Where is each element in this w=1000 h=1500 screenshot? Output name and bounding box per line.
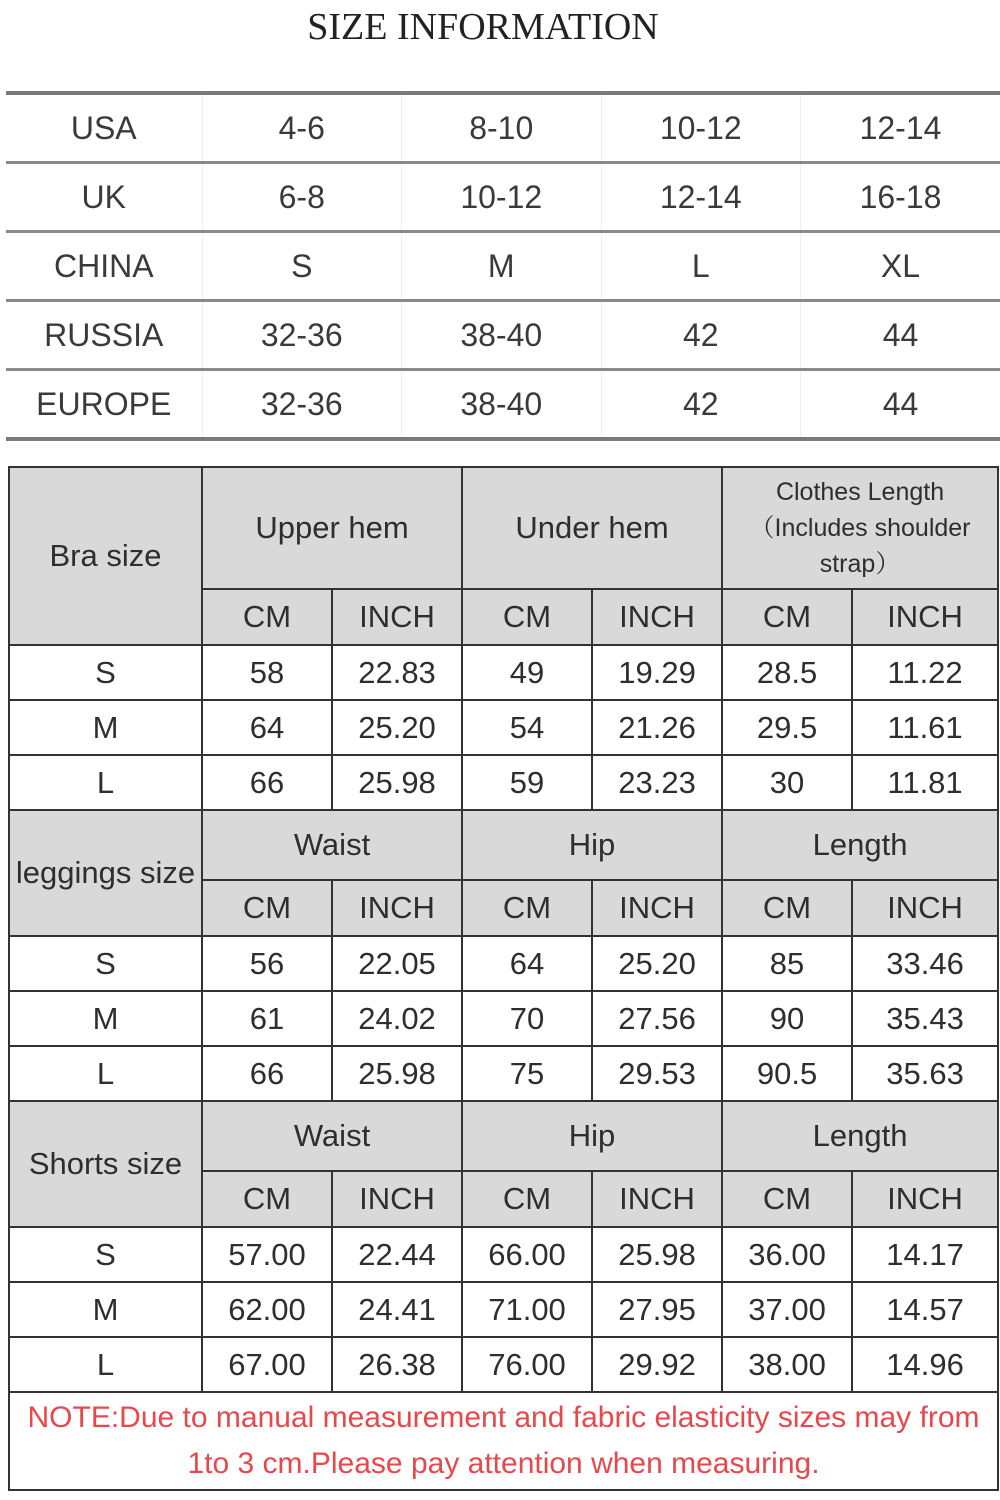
measurement-cell: 64 [462, 936, 592, 991]
measurement-cell: 22.44 [332, 1227, 462, 1282]
unit-inch-header: INCH [332, 589, 462, 645]
shorts-group-header: Hip [462, 1101, 722, 1171]
size-cell: 6-8 [202, 163, 402, 232]
measurement-table [8, 466, 999, 1491]
leggings-group-header: Length [722, 810, 998, 880]
conversion-row-usa [6, 93, 1000, 163]
conversion-row-europe [6, 370, 1000, 440]
size-cell: 42 [601, 370, 801, 440]
measurement-cell: 21.26 [592, 700, 722, 755]
measurement-cell: 29.92 [592, 1337, 722, 1392]
bra-size-label: Bra size [9, 467, 202, 645]
unit-cm-header: CM [202, 589, 332, 645]
measurement-cell: 22.83 [332, 645, 462, 700]
measurement-cell: 22.05 [332, 936, 462, 991]
measurement-cell: 25.98 [592, 1227, 722, 1282]
measurement-cell: 90.5 [722, 1046, 852, 1101]
measurement-cell: 24.41 [332, 1282, 462, 1337]
measurement-cell: 64 [202, 700, 332, 755]
unit-cm-header: CM [202, 1171, 332, 1227]
measurement-cell: 61 [202, 991, 332, 1046]
shorts-row-m [9, 1282, 998, 1337]
shorts-group-header: Waist [202, 1101, 462, 1171]
leggings-group-header: Waist [202, 810, 462, 880]
measurement-cell: 70 [462, 991, 592, 1046]
measurement-cell: 66.00 [462, 1227, 592, 1282]
conversion-row-russia [6, 301, 1000, 370]
leggings-header-row [9, 810, 998, 880]
measurement-cell: 59 [462, 755, 592, 810]
measurement-cell: 67.00 [202, 1337, 332, 1392]
size-cell: 44 [801, 301, 1000, 370]
unit-inch-header: INCH [332, 1171, 462, 1227]
unit-cm-header: CM [202, 880, 332, 936]
unit-cm-header: CM [462, 589, 592, 645]
size-cell: 44 [801, 370, 1000, 440]
shorts-row-l [9, 1337, 998, 1392]
size-cell: 12-14 [801, 93, 1000, 163]
size-cell: 32-36 [202, 301, 402, 370]
conversion-row-uk [6, 163, 1000, 232]
size-conversion-table [6, 91, 1000, 441]
size-cell: 38-40 [402, 301, 602, 370]
measurement-cell: 11.81 [852, 755, 998, 810]
measurement-cell: 29.53 [592, 1046, 722, 1101]
size-cell: 32-36 [202, 370, 402, 440]
measurement-cell: 35.43 [852, 991, 998, 1046]
region-label: CHINA [6, 232, 202, 301]
unit-inch-header: INCH [592, 1171, 722, 1227]
measurement-cell: 36.00 [722, 1227, 852, 1282]
leggings-group-header: Hip [462, 810, 722, 880]
measurement-cell: 33.46 [852, 936, 998, 991]
region-label: UK [6, 163, 202, 232]
unit-cm-header: CM [722, 589, 852, 645]
measurement-cell: 25.98 [332, 1046, 462, 1101]
size-label: L [9, 755, 202, 810]
bra-row-m [9, 700, 998, 755]
size-cell: 10-12 [601, 93, 801, 163]
leggings-row-m [9, 991, 998, 1046]
conversion-row-china [6, 232, 1000, 301]
shorts-header-row [9, 1101, 998, 1171]
measurement-cell: 23.23 [592, 755, 722, 810]
measurement-cell: 58 [202, 645, 332, 700]
measurement-cell: 29.5 [722, 700, 852, 755]
unit-inch-header: INCH [332, 880, 462, 936]
measurement-cell: 66 [202, 1046, 332, 1101]
size-cell: 4-6 [202, 93, 402, 163]
measurement-cell: 37.00 [722, 1282, 852, 1337]
measurement-cell: 11.22 [852, 645, 998, 700]
measurement-cell: 25.20 [592, 936, 722, 991]
bra-group-header: Clothes Length（Includes shoulder strap） [722, 467, 998, 589]
unit-inch-header: INCH [852, 589, 998, 645]
size-label: M [9, 700, 202, 755]
measurement-cell: 25.20 [332, 700, 462, 755]
size-cell: 12-14 [601, 163, 801, 232]
measurement-cell: 56 [202, 936, 332, 991]
unit-inch-header: INCH [592, 880, 722, 936]
size-cell: M [402, 232, 602, 301]
region-label: EUROPE [6, 370, 202, 440]
measurement-cell: 27.56 [592, 991, 722, 1046]
measurement-cell: 24.02 [332, 991, 462, 1046]
bra-group-header: Under hem [462, 467, 722, 589]
measurement-cell: 38.00 [722, 1337, 852, 1392]
size-cell: 10-12 [402, 163, 602, 232]
measurement-cell: 25.98 [332, 755, 462, 810]
measurement-cell: 49 [462, 645, 592, 700]
unit-inch-header: INCH [852, 880, 998, 936]
size-label: S [9, 645, 202, 700]
size-cell: 42 [601, 301, 801, 370]
size-label: S [9, 936, 202, 991]
leggings-size-label: leggings size [9, 810, 202, 936]
measurement-cell: 75 [462, 1046, 592, 1101]
measurement-cell: 90 [722, 991, 852, 1046]
unit-inch-header: INCH [852, 1171, 998, 1227]
unit-inch-header: INCH [592, 589, 722, 645]
unit-cm-header: CM [722, 1171, 852, 1227]
size-cell: 16-18 [801, 163, 1000, 232]
shorts-group-header: Length [722, 1101, 998, 1171]
measurement-cell: 66 [202, 755, 332, 810]
unit-cm-header: CM [462, 1171, 592, 1227]
bra-row-s [9, 645, 998, 700]
measurement-note: NOTE:Due to manual measurement and fabric elasticity sizes may from 1to 3 cm.Please pay attention when measuring. [9, 1392, 998, 1490]
shorts-size-label: Shorts size [9, 1101, 202, 1227]
measurement-cell: 11.61 [852, 700, 998, 755]
measurement-cell: 14.57 [852, 1282, 998, 1337]
size-cell: XL [801, 232, 1000, 301]
unit-cm-header: CM [462, 880, 592, 936]
measurement-cell: 76.00 [462, 1337, 592, 1392]
page-title: SIZE INFORMATION [307, 6, 659, 48]
bra-header-row [9, 467, 998, 589]
bra-group-header: Upper hem [202, 467, 462, 589]
measurement-cell: 19.29 [592, 645, 722, 700]
measurement-cell: 62.00 [202, 1282, 332, 1337]
size-cell: 38-40 [402, 370, 602, 440]
measurement-cell: 14.96 [852, 1337, 998, 1392]
size-label: M [9, 1282, 202, 1337]
size-cell: S [202, 232, 402, 301]
measurement-cell: 27.95 [592, 1282, 722, 1337]
size-label: S [9, 1227, 202, 1282]
leggings-row-s [9, 936, 998, 991]
note-row [9, 1392, 998, 1490]
measurement-cell: 71.00 [462, 1282, 592, 1337]
size-cell: L [601, 232, 801, 301]
measurement-cell: 30 [722, 755, 852, 810]
unit-cm-header: CM [722, 880, 852, 936]
measurement-cell: 26.38 [332, 1337, 462, 1392]
shorts-row-s [9, 1227, 998, 1282]
region-label: RUSSIA [6, 301, 202, 370]
measurement-cell: 14.17 [852, 1227, 998, 1282]
region-label: USA [6, 93, 202, 163]
size-label: L [9, 1046, 202, 1101]
measurement-cell: 85 [722, 936, 852, 991]
measurement-cell: 35.63 [852, 1046, 998, 1101]
size-label: M [9, 991, 202, 1046]
bra-row-l [9, 755, 998, 810]
size-cell: 8-10 [402, 93, 602, 163]
size-label: L [9, 1337, 202, 1392]
measurement-cell: 28.5 [722, 645, 852, 700]
leggings-row-l [9, 1046, 998, 1101]
measurement-cell: 54 [462, 700, 592, 755]
measurement-cell: 57.00 [202, 1227, 332, 1282]
